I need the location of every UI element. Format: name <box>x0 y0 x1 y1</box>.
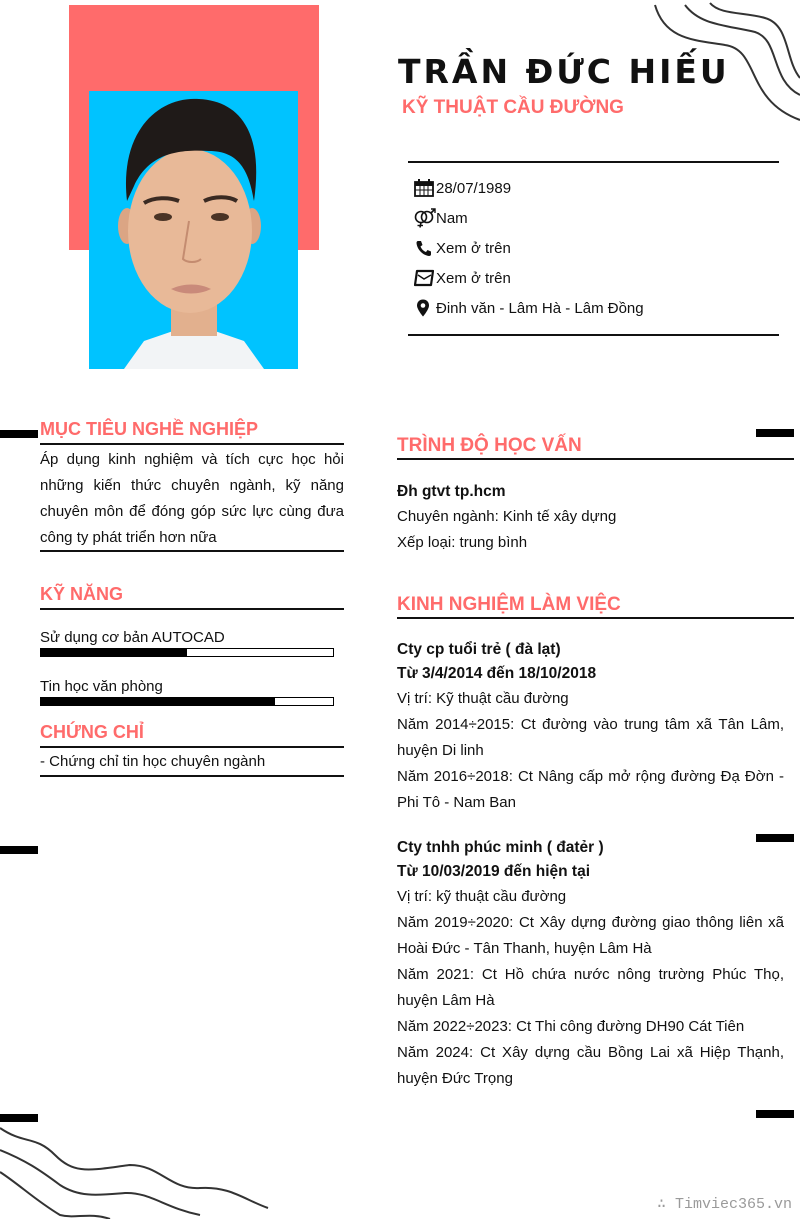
contact-gender <box>414 208 468 228</box>
gender-value: Nam <box>436 209 468 227</box>
certificates-rule-top <box>40 746 344 748</box>
certificates-rule-bottom <box>40 775 344 777</box>
job-line: Vị trí: kỹ thuật cầu đường <box>397 888 567 905</box>
job-entry-2 <box>397 836 784 1092</box>
job-company: Cty tnhh phúc minh ( đatẻr ) <box>397 839 604 856</box>
edge-dash-left-1 <box>0 430 38 438</box>
objective-heading: MỤC TIÊU NGHỀ NGHIỆP <box>40 419 259 439</box>
phone-value: Xem ở trên <box>436 239 511 257</box>
email-icon <box>414 268 436 288</box>
skill-label-autocad: Sử dụng cơ bản AUTOCAD <box>40 629 225 646</box>
contact-info-box <box>408 161 779 336</box>
job-title: KỸ THUẬT CẦU ĐƯỜNG <box>402 97 624 118</box>
profile-photo <box>89 91 298 369</box>
education-grade: Xếp loại: trung bình <box>397 534 528 551</box>
edge-dash-right-1 <box>756 429 794 437</box>
gender-icon <box>414 208 436 228</box>
job-line: Năm 2019÷2020: Ct Xây dựng đường giao thông liên xã Hoài Đức - Tân Thanh, huyện Lâm Hà <box>397 914 784 957</box>
edge-dash-left-2 <box>0 846 38 854</box>
candidate-name: TRẦN ĐỨC HIẾU <box>398 52 730 91</box>
experience-heading: KINH NGHIỆM LÀM VIỆC <box>397 594 621 615</box>
edge-dash-left-3 <box>0 1114 38 1122</box>
contact-address <box>414 298 644 318</box>
objective-rule-bottom <box>40 550 344 552</box>
objective-rule-top <box>40 443 344 445</box>
phone-icon <box>414 238 436 258</box>
job-period: Từ 3/4/2014 đến 18/10/2018 <box>397 665 597 682</box>
calendar-icon <box>414 178 436 198</box>
dob-value: 28/07/1989 <box>436 179 512 197</box>
skill-bar-fill <box>41 649 187 656</box>
job-line: Năm 2016÷2018: Ct Nâng cấp mở rộng đường Đạ Đờn - Phi Tô - Nam Ban <box>397 768 784 811</box>
address-value: Đinh văn - Lâm Hà - Lâm Đồng <box>436 299 644 317</box>
experience-rule <box>397 617 794 619</box>
contact-dob <box>414 178 511 198</box>
job-line: Năm 2022÷2023: Ct Thi công đường DH90 Cát Tiên <box>397 1018 745 1035</box>
skill-label-office: Tin học văn phòng <box>40 678 163 695</box>
job-entry-1 <box>397 638 784 816</box>
skills-rule <box>40 608 344 610</box>
job-line: Vị trí: Kỹ thuật cầu đường <box>397 690 569 707</box>
edge-dash-right-3 <box>756 1110 794 1118</box>
education-school: Đh gtvt tp.hcm <box>397 483 506 500</box>
certificate-item: - Chứng chỉ tin học chuyên ngành <box>40 753 266 770</box>
email-value: Xem ở trên <box>436 269 511 287</box>
contact-phone <box>414 238 511 258</box>
objective-text: Áp dụng kinh nghiệm và tích cực học hỏi những kiến thức chuyên ngành, kỹ năng chuyên môn để đóng góp sức lực cùng đưa công ty phát triển hơn nữa <box>40 451 344 546</box>
education-heading: TRÌNH ĐỘ HỌC VẤN <box>397 435 582 456</box>
skill-bar-fill <box>41 698 275 705</box>
education-rule <box>397 458 794 460</box>
certificates-heading: CHỨNG CHỈ <box>40 722 144 742</box>
job-period: Từ 10/03/2019 đến hiện tại <box>397 863 591 880</box>
education-major: Chuyên ngành: Kinh tế xây dựng <box>397 508 617 525</box>
skill-bar-office <box>40 697 334 706</box>
job-line: Năm 2024: Ct Xây dựng cầu Bồng Lai xã Hiệp Thạnh, huyện Đức Trọng <box>397 1044 784 1087</box>
contact-email <box>414 268 511 288</box>
wave-decoration-bottom-left <box>0 1120 280 1219</box>
job-company: Cty cp tuổi trẻ ( đà lạt) <box>397 641 561 658</box>
watermark: ∴ Timviec365.vn <box>656 1196 792 1213</box>
job-line: Năm 2021: Ct Hồ chứa nước nông trường Phúc Thọ, huyện Lâm Hà <box>397 966 784 1009</box>
location-icon <box>414 298 436 318</box>
skill-bar-autocad <box>40 648 334 657</box>
job-line: Năm 2014÷2015: Ct đường vào trung tâm xã Tân Lâm, huyện Di linh <box>397 716 784 759</box>
skills-heading: KỸ NĂNG <box>40 584 124 604</box>
